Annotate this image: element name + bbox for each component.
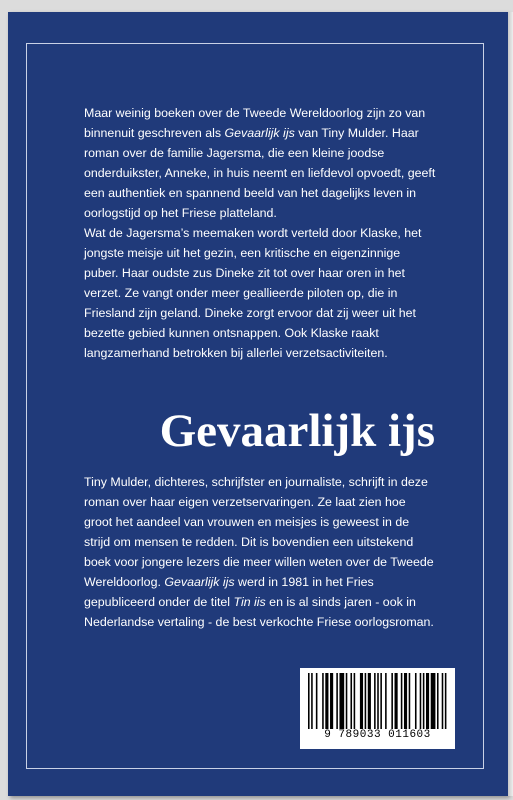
italic-title-mention: Gevaarlijk ijs	[164, 575, 235, 589]
barcode-bar	[346, 673, 348, 729]
page-edge	[508, 12, 513, 796]
barcode-bar	[409, 673, 411, 729]
barcode-bar	[336, 673, 338, 729]
barcode-bar	[401, 673, 403, 729]
barcode-bar	[426, 673, 429, 729]
barcode-bar	[391, 673, 393, 729]
blurb-paragraph-1	[84, 103, 436, 363]
barcode-bar	[368, 673, 371, 729]
barcode-bar	[325, 673, 328, 729]
barcode-bar	[395, 673, 398, 729]
book-title: Gevaarlijk ijs	[159, 405, 435, 457]
barcode	[300, 668, 455, 749]
barcode-bar	[380, 673, 382, 729]
author-paragraph	[84, 472, 436, 632]
barcode-bar	[437, 673, 439, 729]
italic-title-mention: Tin iis	[233, 595, 266, 609]
barcode-bar	[316, 673, 318, 729]
barcode-bar	[420, 673, 422, 729]
barcode-bar	[360, 673, 363, 729]
text-segment: en is al sinds jaren - ook in Nederlandse vertaling - de best verkochte Friese oorlogsroman.	[84, 595, 434, 629]
barcode-bar	[350, 673, 352, 729]
text-segment: werd in 1981 in het Fries gepubliceerd onder de titel	[84, 575, 374, 609]
barcode-bar	[415, 673, 417, 729]
barcode-bar	[374, 673, 376, 729]
barcode-bar	[308, 673, 310, 729]
barcode-bar	[385, 673, 387, 729]
barcode-bar	[445, 673, 447, 729]
barcode-bar	[339, 673, 344, 729]
barcode-bar	[404, 673, 407, 729]
text-segment: Wat de Jagersma’s meemaken wordt verteld door Klaske, het jongste meisje uit het gezin, een kritische en eigenzinnige puber. Haar oudste zus Dineke zit tot over haar oren in het verzet. Ze vangt onder meer geallieerde piloten op, die in Friesland zijn geland. Dineke zorgt ervoor dat zij weer uit het bezette gebied kunnen ontsnappen. Ook Klaske raakt langzamerhand betrokken bij allerlei verzetsactiviteiten.	[84, 226, 422, 360]
barcode-bar	[311, 673, 313, 729]
barcode-bar	[377, 673, 379, 729]
barcode-bar	[423, 673, 425, 729]
barcode-bar	[322, 673, 324, 729]
text-segment: Maar weinig boeken over de Tweede Wereldoorlog zijn zo van binnenuit geschreven als	[84, 106, 426, 140]
barcode-bars	[308, 673, 448, 729]
text-segment: Tiny Mulder, dichteres, schrijfster en journaliste, schrijft in deze roman over haar eigen verzetservaringen. Ze laat zien hoe groot het aandeel van vrouwen en meisjes is geweest in de strijd om mensen te redden. Dit is bovendien een uitstekend boek voor jongere lezers die meer willen weten over de Tweede Wereldoorlog.	[84, 475, 434, 589]
barcode-bar	[330, 673, 333, 729]
barcode-bar	[431, 673, 436, 729]
italic-title-mention: Gevaarlijk ijs	[224, 126, 295, 140]
barcode-bar	[354, 673, 356, 729]
barcode-bar	[365, 673, 367, 729]
isbn-number: 9 789033 011603	[324, 729, 431, 741]
barcode-bar	[442, 673, 444, 729]
text-segment: van Tiny Mulder. Haar roman over de familie Jagersma, die een kleine joodse onderduikster, Anneke, in huis neemt en liefdevol opvoedt, geeft een authentiek en spannend beeld van het dagelijks leven in oorlogstijd op het Friese platteland.	[84, 126, 436, 220]
